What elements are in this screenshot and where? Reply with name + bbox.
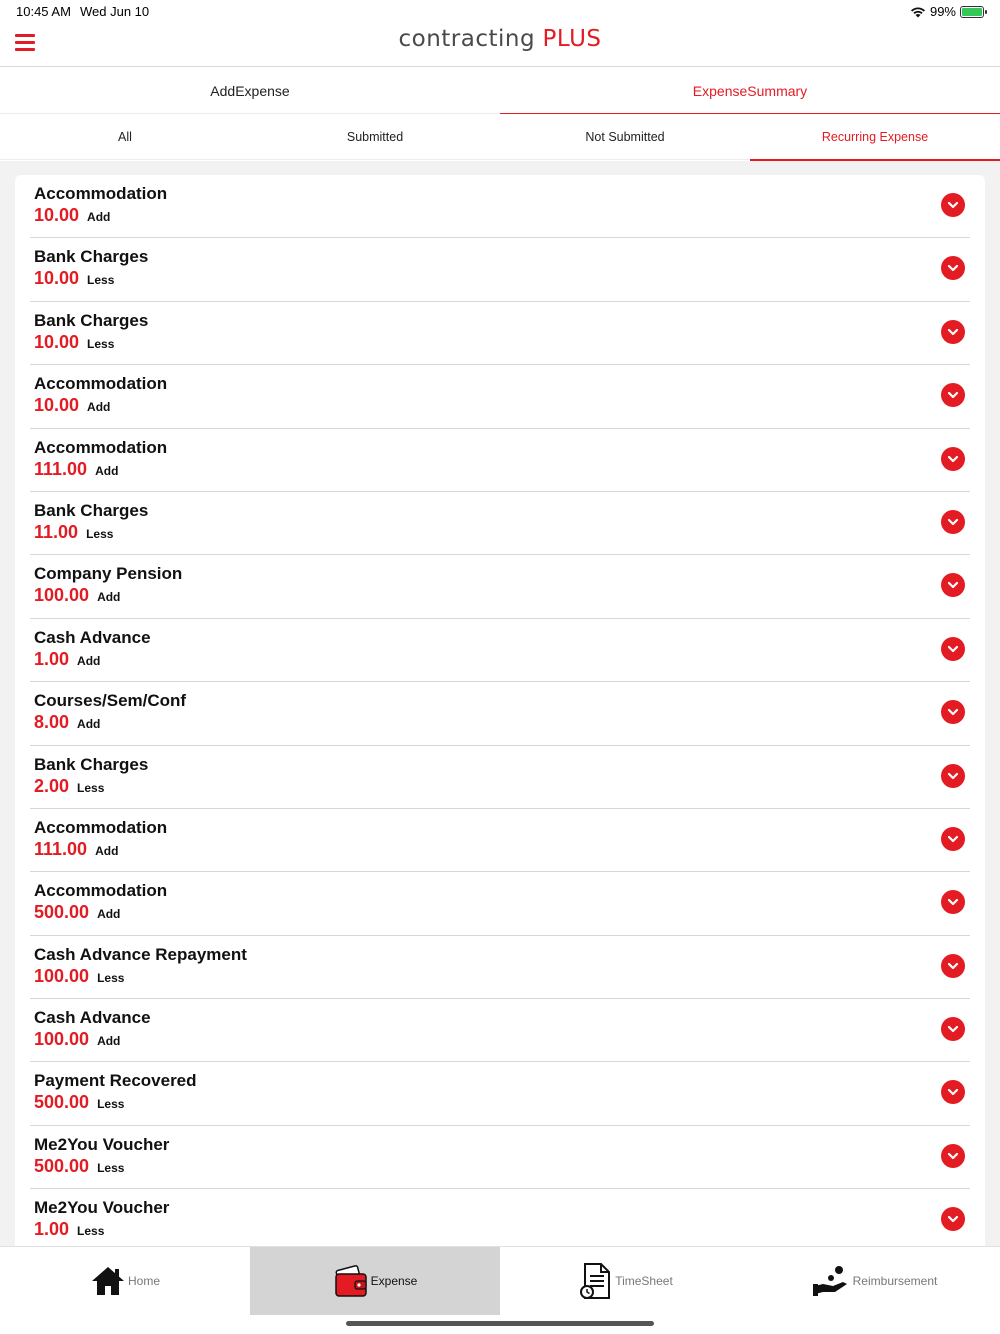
expense-title: Bank Charges (34, 310, 149, 330)
chevron-down-icon (947, 898, 959, 906)
expense-row[interactable] (30, 238, 970, 301)
expense-amount: 2.00 (34, 775, 70, 796)
expense-amount-line (34, 1029, 120, 1050)
expense-amount: 500.00 (34, 1155, 90, 1176)
bottom-nav (0, 1246, 1000, 1314)
expand-button[interactable] (941, 764, 965, 788)
expense-amount: 8.00 (34, 712, 70, 733)
expense-type: Less (77, 780, 105, 795)
expense-title: Courses/Sem/Conf (34, 691, 187, 711)
expense-type: Less (87, 273, 115, 288)
expense-amount: 100.00 (34, 1029, 90, 1050)
expense-amount-line (34, 268, 114, 289)
expense-type: Less (87, 336, 115, 351)
expense-title: Accommodation (34, 437, 168, 457)
chevron-down-icon (947, 772, 959, 780)
expense-amount-line (34, 1092, 124, 1113)
chevron-down-icon (947, 835, 959, 843)
nav-expense-label: Expense (370, 1274, 418, 1288)
top-tabs (0, 67, 1000, 114)
expense-amount-line (34, 902, 120, 923)
expense-amount: 10.00 (34, 205, 80, 225)
expand-button[interactable] (941, 954, 965, 978)
chevron-down-icon (947, 518, 959, 526)
expense-amount: 10.00 (34, 395, 80, 416)
expand-button[interactable] (941, 1080, 965, 1104)
expense-row[interactable] (30, 746, 970, 809)
chevron-down-icon (947, 328, 959, 336)
expense-type: Less (97, 1097, 125, 1112)
expense-amount-line (34, 649, 100, 670)
expense-title: Cash Advance (34, 1008, 151, 1028)
sub-tabs (0, 114, 1000, 160)
expense-amount-line (34, 839, 118, 860)
expense-amount: 100.00 (34, 965, 90, 986)
status-bar (0, 0, 1000, 24)
expand-button[interactable] (941, 510, 965, 534)
expense-title: Bank Charges (34, 247, 149, 267)
expense-amount: 111.00 (34, 458, 88, 479)
nav-timesheet[interactable] (500, 1247, 750, 1315)
logo-plus: PLUS (542, 26, 602, 52)
expense-row[interactable] (30, 999, 970, 1062)
wifi-icon (910, 6, 926, 18)
expense-row[interactable] (30, 936, 970, 999)
expense-amount-line (34, 332, 114, 353)
chevron-down-icon (947, 391, 959, 399)
expense-list (15, 175, 985, 1246)
tab-expense-summary[interactable]: ExpenseSummary (500, 67, 1000, 114)
chevron-down-icon (947, 455, 959, 463)
expense-type: Add (97, 907, 121, 922)
subtab-recurring-expense[interactable]: Recurring Expense (750, 114, 1000, 160)
expense-type: Add (77, 717, 101, 732)
expense-amount-line (34, 776, 104, 797)
status-time: 10:45 AM (16, 4, 71, 19)
expense-type: Add (97, 1034, 121, 1049)
chevron-down-icon (947, 645, 959, 653)
expand-button[interactable] (941, 193, 965, 217)
expand-button[interactable] (941, 383, 965, 407)
status-indicators (910, 4, 984, 19)
expense-amount: 1.00 (34, 648, 70, 669)
expense-row[interactable] (30, 682, 970, 745)
nav-reimbursement[interactable] (750, 1247, 1000, 1315)
expense-title: Accommodation (34, 881, 168, 901)
expense-row[interactable] (30, 619, 970, 682)
expense-amount: 1.00 (34, 1219, 70, 1240)
subtab-all[interactable]: All (118, 130, 132, 144)
expand-button[interactable] (941, 1017, 965, 1041)
expense-amount-line (34, 395, 110, 416)
chevron-down-icon (947, 264, 959, 272)
expense-row[interactable] (30, 492, 970, 555)
expense-type: Less (97, 970, 125, 985)
expense-title: Accommodation (34, 374, 168, 394)
nav-timesheet-label: TimeSheet (615, 1274, 673, 1288)
expense-title: Cash Advance (34, 627, 151, 647)
subtab-not-submitted[interactable]: Not Submitted (585, 130, 665, 144)
expense-row[interactable] (30, 1189, 970, 1246)
expense-type: Add (97, 590, 121, 605)
subtab-submitted[interactable]: Submitted (346, 130, 404, 144)
chevron-down-icon (947, 1025, 959, 1033)
battery-icon (960, 6, 984, 18)
reimbursement-icon (813, 1264, 851, 1298)
chevron-down-icon (947, 1088, 959, 1096)
expand-button[interactable] (941, 700, 965, 724)
chevron-down-icon (947, 962, 959, 970)
expense-amount-line (34, 1219, 104, 1240)
timesheet-icon (577, 1262, 613, 1300)
expense-title: Bank Charges (34, 754, 149, 774)
chevron-down-icon (947, 708, 959, 716)
expense-amount: 11.00 (34, 521, 79, 542)
expense-row[interactable] (30, 555, 970, 618)
home-icon (90, 1265, 126, 1297)
expense-type: Less (77, 1224, 105, 1239)
expense-row[interactable] (30, 809, 970, 872)
expense-row[interactable] (30, 365, 970, 428)
expense-amount-line (34, 459, 118, 480)
expense-title: Cash Advance Repayment (34, 944, 247, 964)
nav-expense[interactable] (250, 1247, 500, 1315)
expense-title: Company Pension (34, 564, 183, 584)
expense-type: Less (86, 526, 114, 541)
logo-main: contracting (398, 26, 536, 52)
expense-amount-line (34, 522, 113, 543)
expense-row[interactable] (30, 175, 970, 238)
chevron-down-icon (947, 1152, 959, 1160)
expand-button[interactable] (941, 447, 965, 471)
nav-home-label: Home (127, 1274, 160, 1288)
expense-amount-line (34, 1156, 124, 1177)
expense-title: Accommodation (34, 817, 168, 837)
expand-button[interactable] (941, 1144, 965, 1168)
expense-amount: 10.00 (34, 331, 80, 352)
tab-add-expense[interactable]: AddExpense (210, 82, 290, 99)
expense-amount-line (34, 585, 120, 606)
nav-reimbursement-label: Reimbursement (852, 1274, 938, 1288)
expense-amount: 100.00 (34, 585, 90, 606)
expand-button[interactable] (941, 1207, 965, 1231)
expense-amount: 10.00 (34, 268, 80, 289)
expense-row[interactable] (30, 302, 970, 365)
chevron-down-icon (947, 201, 959, 209)
expense-type: Add (95, 463, 119, 478)
expense-type: Add (77, 653, 101, 668)
expand-button[interactable] (941, 890, 965, 914)
expense-row[interactable] (30, 1126, 970, 1189)
expense-amount-line (34, 712, 100, 733)
wallet-icon (333, 1264, 369, 1298)
expense-title: Accommodation (34, 184, 168, 203)
expense-type: Less (97, 1160, 125, 1175)
expand-button[interactable] (941, 573, 965, 597)
expense-type: Add (95, 843, 119, 858)
expand-button[interactable] (941, 320, 965, 344)
expense-amount: 111.00 (34, 838, 88, 859)
expense-amount-line (34, 966, 124, 987)
expense-amount: 500.00 (34, 1092, 90, 1113)
expand-button[interactable] (941, 256, 965, 280)
expense-row[interactable] (30, 1062, 970, 1125)
expense-amount: 500.00 (34, 902, 90, 923)
expense-title: Payment Recovered (34, 1071, 197, 1091)
expense-title: Me2You Voucher (34, 1134, 170, 1154)
expand-button[interactable] (941, 637, 965, 661)
app-header (0, 24, 1000, 67)
home-indicator (346, 1321, 654, 1326)
app-logo (0, 24, 1000, 53)
expense-type: Add (87, 210, 111, 224)
expense-row[interactable] (30, 872, 970, 935)
expense-row[interactable] (30, 429, 970, 492)
expense-type: Add (87, 400, 111, 415)
expand-button[interactable] (941, 827, 965, 851)
chevron-down-icon (947, 1215, 959, 1223)
chevron-down-icon (947, 581, 959, 589)
expense-title: Bank Charges (34, 500, 149, 520)
expense-amount-line (34, 205, 110, 226)
content-area (0, 161, 1000, 1246)
nav-home[interactable] (0, 1247, 250, 1315)
expense-title: Me2You Voucher (34, 1198, 170, 1218)
battery-percent: 99% (929, 4, 956, 19)
status-date: Wed Jun 10 (80, 4, 150, 19)
